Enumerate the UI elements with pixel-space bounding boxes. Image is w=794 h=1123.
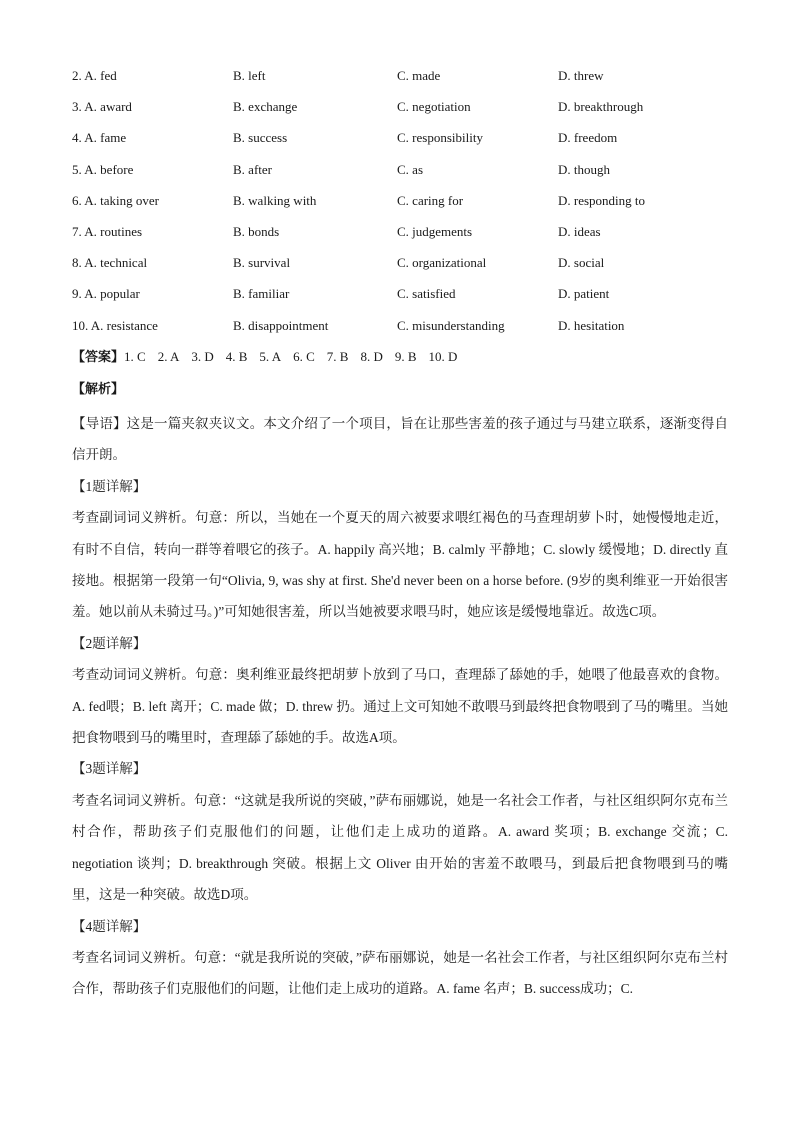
option-cell: C. as — [397, 161, 423, 177]
explanation-paragraph: 考查动词词义辨析。句意：奥利维亚最终把胡萝卜放到了马口，查理舔了舔她的手，她喂了他最喜欢的食物。A. fed喂；B. left 离开；C. made 做；D. threw 扔。通过上文可知她不敢喂马到最终把食物喂到了马的嘴里。当她把食物喂到马的嘴里时，查理舔了舔她的手。故选A项。 — [72, 667, 728, 746]
answer-item: 5. A — [259, 349, 282, 364]
option-row — [72, 191, 732, 222]
option-row — [72, 284, 732, 315]
option-cell: C. satisfied — [397, 286, 456, 302]
section-heading: 【4题详解】 — [72, 918, 147, 934]
option-row — [72, 97, 732, 128]
answer-item: 6. C — [293, 349, 315, 364]
options-table — [72, 66, 732, 347]
option-cell: B. walking with — [233, 192, 317, 208]
option-cell: C. responsibility — [397, 130, 483, 146]
answer-item: 2. A — [157, 349, 180, 364]
option-cell: B. after — [233, 161, 272, 177]
option-cell: 4. A. fame — [72, 130, 127, 146]
option-cell: D. though — [558, 161, 610, 177]
option-cell: D. breakthrough — [558, 99, 644, 115]
answer-item: 10. D — [428, 349, 458, 364]
answer-item: 3. D — [191, 349, 214, 364]
option-cell: 7. A. routines — [72, 223, 143, 239]
option-cell: D. hesitation — [558, 317, 625, 333]
section-heading: 【2题详解】 — [72, 635, 147, 651]
explanation-paragraph: 考查名词词义辨析。句意：“这就是我所说的突破，”萨布丽娜说，她是一名社会工作者，与社区组织阿尔克布兰村合作，帮助孩子们克服他们的问题，让他们走上成功的道路。A. award 奖项；B. exchange 交流；C. negotiation 谈判；D. breakthrough 突破。根据上文 Oliver 由开始的害羞不敢喂马，到最后把食物喂到马的嘴里，这是一种突破。故选D项。 — [72, 792, 728, 903]
option-cell: 2. A. fed — [72, 68, 117, 83]
option-row — [72, 128, 732, 159]
option-cell: B. familiar — [233, 286, 290, 302]
option-cell: D. patient — [558, 286, 610, 302]
option-cell: 8. A. technical — [72, 255, 148, 271]
option-row — [72, 160, 732, 191]
option-cell: C. organizational — [397, 255, 487, 271]
option-cell: B. disappointment — [233, 317, 329, 333]
answer-item: 1. C — [124, 349, 146, 364]
explanation-paragraph: 考查名词词义辨析。句意：“就是我所说的突破，”萨布丽娜说，她是一名社会工作者，与社区组织阿尔克布兰村合作，帮助孩子们克服他们的问题，让他们走上成功的道路。A. fame 名声；B. success成功；C. — [72, 949, 728, 997]
option-cell: 5. A. before — [72, 161, 134, 177]
answer-item: 9. B — [394, 349, 417, 364]
option-cell: 10. A. resistance — [72, 317, 158, 333]
answer-item: 7. B — [326, 349, 349, 364]
option-cell: B. survival — [233, 255, 291, 271]
analysis-heading: 【解析】 — [72, 381, 125, 396]
option-cell: 3. A. award — [72, 99, 132, 115]
option-row — [72, 222, 732, 253]
option-cell: D. threw — [558, 68, 604, 83]
option-cell: C. made — [397, 68, 441, 83]
option-row — [72, 66, 732, 97]
option-cell: 6. A. taking over — [72, 192, 160, 208]
option-row — [72, 253, 732, 284]
analysis-body — [72, 408, 728, 1005]
option-cell: C. misunderstanding — [397, 317, 505, 333]
option-cell: C. judgements — [397, 223, 473, 239]
option-cell: C. caring for — [397, 192, 464, 208]
explanation-paragraph: 考查副词词义辨析。句意：所以，当她在一个夏天的周六被要求喂红褐色的马查理胡萝卜时，她慢慢地走近，有时不自信，转向一群等着喂它的孩子。A. happily 高兴地；B. calmly 平静地；C. slowly 缓慢地；D. directly 直接地。根据第一段第一句“Olivia, 9, was shy at first. She'd never been on a horse before. (9岁的奥利维亚一开始很害羞。她以前从未骑过马。)”可知她很害羞，所以当她被要求喂马时，她应该是缓慢地靠近。故选C项。 — [72, 510, 728, 620]
option-cell: 9. A. popular — [72, 286, 140, 302]
option-cell: D. responding to — [558, 192, 646, 208]
option-cell: B. exchange — [233, 99, 298, 115]
option-cell: C. negotiation — [397, 99, 471, 115]
answer-key — [72, 346, 469, 368]
option-cell: D. social — [558, 255, 605, 271]
option-cell: B. bonds — [233, 223, 280, 239]
option-cell: D. ideas — [558, 223, 601, 239]
explanation-paragraph: 【导语】这是一篇夹叙夹议文。本文介绍了一个项目，旨在让那些害羞的孩子通过与马建立联系，逐渐变得自信开朗。 — [72, 416, 728, 463]
option-cell: B. left — [233, 68, 266, 83]
section-heading: 【1题详解】 — [72, 478, 147, 494]
answer-item: 4. B — [225, 349, 248, 364]
section-heading: 【3题详解】 — [72, 761, 147, 777]
option-cell: D. freedom — [558, 130, 618, 146]
answer-item: 8. D — [360, 349, 383, 364]
option-cell: B. success — [233, 130, 288, 146]
option-row — [72, 316, 732, 347]
answer-tag: 【答案】 — [72, 349, 125, 364]
